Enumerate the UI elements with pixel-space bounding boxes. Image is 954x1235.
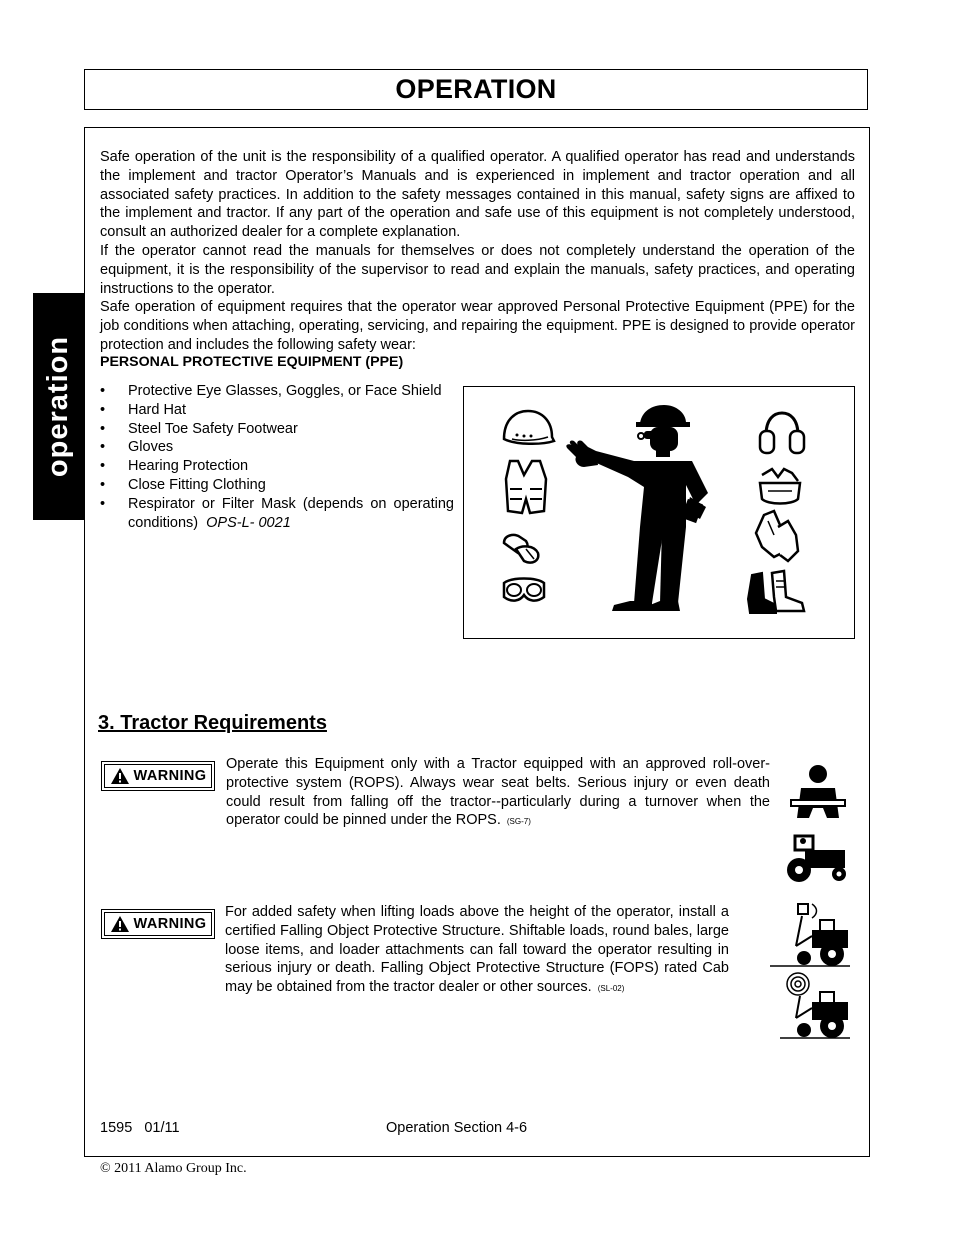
list-item: • Respirator or Filter Mask (depends on operating conditions) OPS-L- 0021 <box>100 495 454 531</box>
bullet: • <box>100 420 106 437</box>
safety-boots-icon <box>748 571 804 613</box>
side-tab-label: operation <box>42 335 75 478</box>
bullet: • <box>100 495 106 512</box>
warning-badge <box>101 909 215 939</box>
section-side-tab <box>33 293 85 520</box>
bullet: • <box>100 383 106 399</box>
warning-badge <box>101 761 215 791</box>
ppe-list <box>100 382 454 532</box>
bullet: • <box>100 476 106 493</box>
list-item: • Protective Eye Glasses, Goggles, or Face Shield <box>100 383 442 399</box>
tractor-icon <box>787 836 846 882</box>
warning-triangle-icon <box>110 767 130 785</box>
ppe-reference: OPS-L- 0021 <box>206 514 291 531</box>
document-number: 1595 01/11 <box>100 1120 180 1136</box>
list-item: • Close Fitting Clothing <box>100 476 266 493</box>
section-title: 3. Tractor Requirements <box>98 712 327 734</box>
page-title: OPERATION <box>395 74 557 104</box>
round-bale-tractor-icon <box>780 973 850 1038</box>
bullet: • <box>100 439 106 456</box>
hard-hat-icon <box>504 411 554 444</box>
intro-text <box>100 148 855 355</box>
worker-figure-icon <box>566 405 708 611</box>
page-number: Operation Section 4-6 <box>386 1120 528 1136</box>
seatbelt-operator-icon <box>791 765 845 818</box>
page-header <box>84 69 868 110</box>
copyright: © 2011 Alamo Group Inc. <box>100 1161 247 1176</box>
intro-paragraph: If the operator cannot read the manuals for themselves or does not completely understand the operation of the equipment, it is the responsibility of the supervisor to read and explain the manuals, safety practices, and operating instructions to the operator. <box>100 242 855 297</box>
respirator-icon <box>760 469 800 504</box>
intro-paragraph: Safe operation of the unit is the responsibility of a qualified operator. A qualified operator has read and understands the implement and tractor Operator’s Manuals and is experienced in implement and tractor operation and all associated safety practices. In addition to the safety messages contained in this manual, safety signs are affixed to the implement and tractor. If any part of the operation and safe use of this equipment is not completely understood, consult an authorized dealer for a complete explanation. <box>100 149 855 241</box>
ppe-heading: PERSONAL PROTECTIVE EQUIPMENT (PPE) <box>100 354 404 370</box>
list-item: • Hard Hat <box>100 401 187 418</box>
warning-code: (SL-02) <box>597 984 625 994</box>
ppe-illustration-svg <box>464 387 854 638</box>
bullet: • <box>100 458 106 475</box>
list-item: • Hearing Protection <box>100 458 249 475</box>
list-item: • Gloves <box>100 439 174 456</box>
loader-tractor-icon <box>770 904 850 966</box>
earmuffs-icon <box>760 413 804 453</box>
warning-text-rops: Operate this Equipment only with a Tractor equipped with an approved roll-over-protective system (ROPS). Always wear seat belts. Serious injury or even death could result from falling off the tractor--particularly during a turnover when the operator could be pinned under the ROPS. (SG-7) <box>226 756 770 829</box>
warning-code: (SG-7) <box>506 817 531 827</box>
rops-seatbelt-illustration <box>785 762 855 887</box>
ear-plugs-icon <box>504 535 538 563</box>
warning-label: WARNING <box>133 768 207 784</box>
goggles-icon <box>504 579 544 601</box>
warning-text-fops: For added safety when lifting loads above the height of the operator, install a certified Falling Object Protective Structure. Shiftable loads, round bales, large loose items, and loader attachments can fall toward the operator resulting in serious injury or death. Falling Object Protective Structure (FOPS) rated Cab may be obtained from the tractor dealer or other sources. (SL-02) <box>225 904 729 996</box>
falling-object-illustration <box>768 900 854 1042</box>
intro-paragraph: Safe operation of equipment requires that the operator wear approved Personal Protective Equipment (PPE) for the job conditions when attaching, operating, servicing, and repairing the equipment. PPE is designed to provide operator protection and includes the following safety wear: <box>100 299 855 353</box>
bullet: • <box>100 401 106 418</box>
warning-label: WARNING <box>133 916 207 932</box>
list-item: • Steel Toe Safety Footwear <box>100 420 298 437</box>
gloves-icon <box>756 511 798 561</box>
warning-triangle-icon <box>110 915 130 933</box>
safety-vest-icon <box>506 461 546 513</box>
ppe-illustration <box>463 386 855 639</box>
